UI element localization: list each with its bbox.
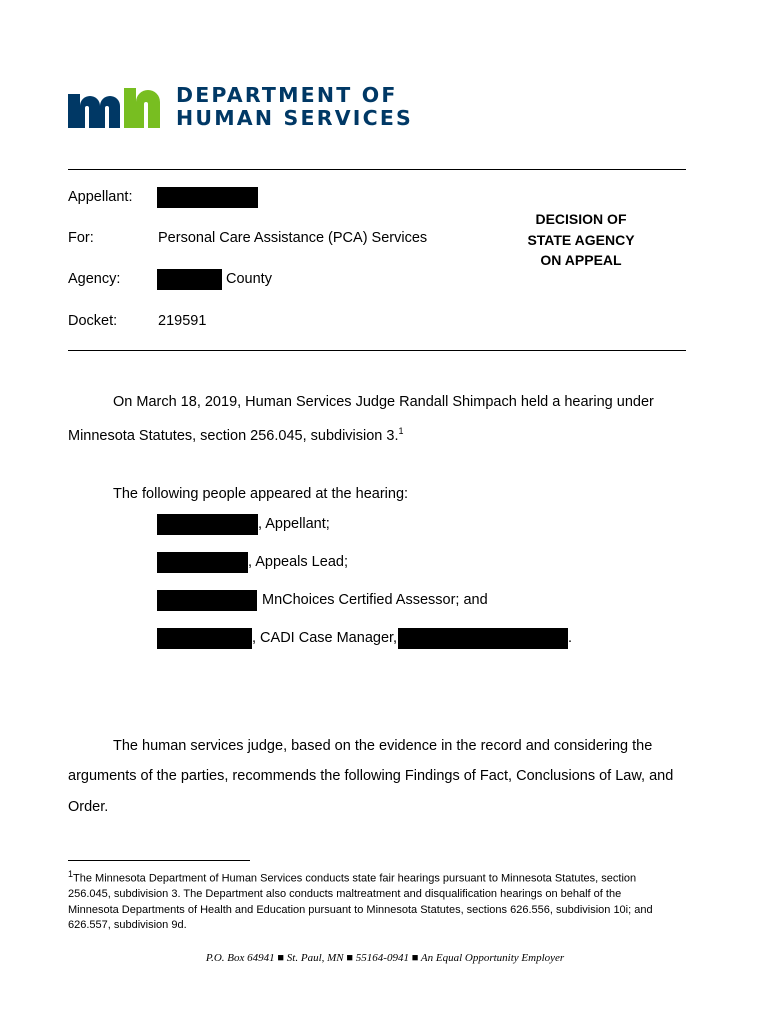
redacted-attendee-1 (157, 514, 258, 535)
redacted-attendee-4-agency (398, 628, 568, 649)
logo-line-1: DEPARTMENT OF (176, 83, 398, 107)
footnote-ref: 1 (398, 426, 404, 436)
footnote (68, 867, 688, 934)
docket-label: Docket: (68, 313, 118, 329)
decision-line-2: STATE AGENCY (527, 231, 635, 248)
intro-line-2 (68, 426, 404, 444)
redacted-appellant-name (157, 187, 258, 208)
decision-line-3: ON APPEAL (540, 252, 622, 268)
footnote-line-3: Minnesota Departments of Health and Education pursuant to Minnesota Statutes, sections 626.556, subdivision 10i; and (68, 903, 653, 916)
logo-line-2: HUMAN SERVICES (176, 106, 414, 130)
recommendation-line-1: The human services judge, based on the evidence in the record and considering the (113, 738, 653, 754)
attendee-1-role: , Appellant; (258, 516, 330, 532)
for-label: For: (68, 230, 94, 246)
intro-line-2-text: Minnesota Statutes, section 256.045, subdivision 3. (68, 427, 399, 444)
footnote-line-1-text: The Minnesota Department of Human Services conducts state fair hearings pursuant to Minnesota Statutes, section (73, 872, 637, 885)
agency-label: Agency: (68, 271, 121, 287)
redacted-agency-name (157, 269, 222, 290)
footnote-line-1 (68, 867, 688, 887)
attendee-4-end: . (568, 630, 573, 646)
logo-wordmark (176, 84, 413, 130)
decision-line-1: DECISION OF (535, 211, 627, 227)
recommendation-line-2: arguments of the parties, recommends the following Findings of Fact, Conclusions of Law, and (68, 768, 674, 784)
footnote-line-2: 256.045, subdivision 3. The Department also conducts maltreatment and disqualification hearings on behalf of the (68, 888, 622, 901)
attendee-3-role: MnChoices Certified Assessor; and (262, 592, 488, 608)
appellant-label: Appellant: (68, 189, 133, 205)
redacted-attendee-4 (157, 628, 252, 649)
attendee-4-role: , CADI Case Manager, (252, 630, 398, 646)
page-footer: P.O. Box 64941 ■ St. Paul, MN ■ 55164-0941 ■ An Equal Opportunity Employer (205, 952, 565, 964)
decision-heading (500, 209, 662, 271)
for-value: Personal Care Assistance (PCA) Services (158, 230, 428, 246)
footnote-rule (68, 860, 250, 861)
agency-suffix: County (226, 271, 272, 287)
intro-line-1: On March 18, 2019, Human Services Judge Randall Shimpach held a hearing under (113, 394, 654, 410)
mn-logo-icon (68, 84, 164, 130)
attendee-2-role: , Appeals Lead; (248, 554, 348, 570)
bottom-rule (68, 350, 686, 351)
appeared-intro: The following people appeared at the hearing: (113, 486, 409, 502)
top-rule (68, 169, 686, 170)
recommendation-line-3: Order. (68, 799, 109, 815)
redacted-attendee-2 (157, 552, 248, 573)
redacted-attendee-3 (157, 590, 257, 611)
docket-value: 219591 (158, 313, 207, 329)
footnote-line-4: 626.557, subdivision 9d. (68, 919, 187, 932)
footnote-mark: 1 (68, 869, 74, 879)
